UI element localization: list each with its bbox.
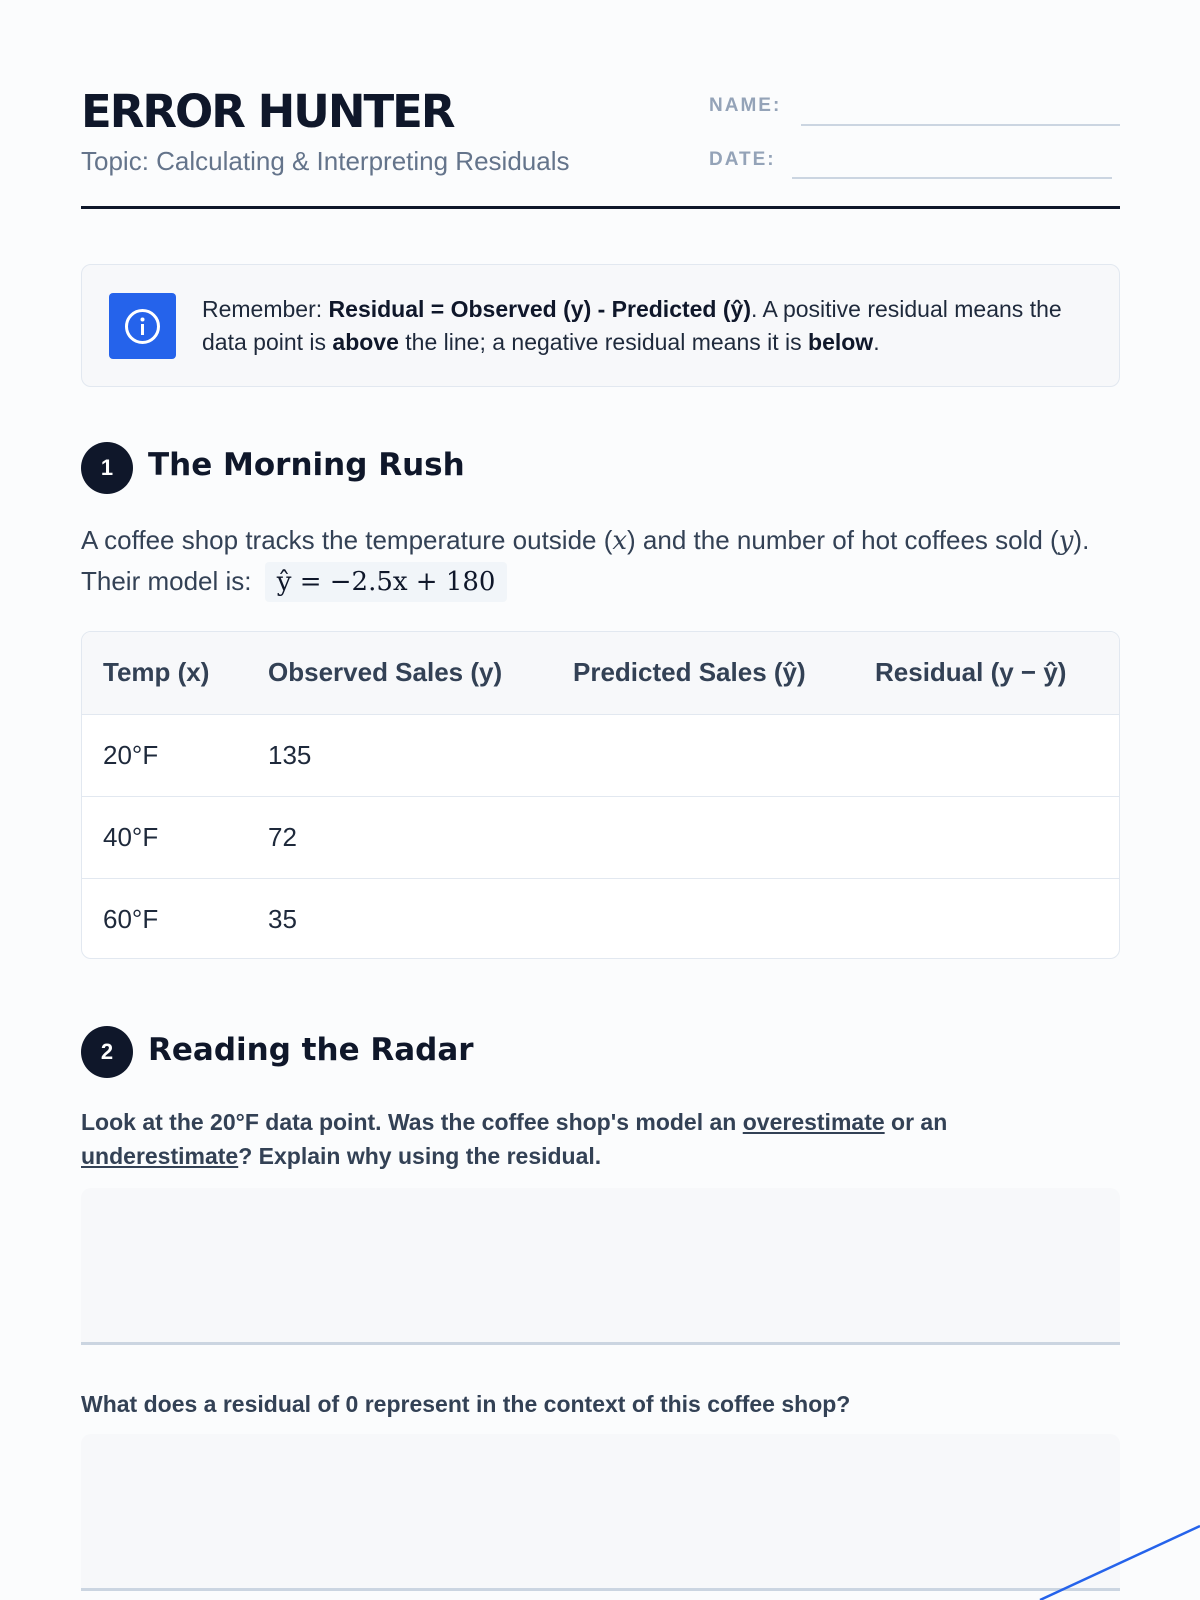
header-residual: Residual (y − ŷ) <box>854 632 1119 714</box>
worksheet-page <box>81 0 1120 1600</box>
worksheet-topic: Topic: Calculating & Interpreting Residuals <box>81 146 570 176</box>
name-label: NAME: <box>709 95 782 116</box>
observed-cell: 35 <box>247 878 552 959</box>
table-row <box>82 878 1119 959</box>
reminder-text: Remember: Residual = Observed (y) - Predicted (ŷ). A positive residual means the data point is above the line; a negative residual means it is below. <box>202 296 1062 355</box>
table-row <box>82 714 1119 796</box>
name-field-line[interactable] <box>801 124 1120 126</box>
table-header-row <box>82 632 1119 714</box>
reminder-callout <box>81 264 1120 387</box>
residual-formula: Residual = Observed (y) - Predicted (ŷ) <box>328 296 751 322</box>
residuals-table <box>81 631 1120 959</box>
date-field-line[interactable] <box>792 177 1112 179</box>
section-1-number: 1 <box>81 442 133 494</box>
temp-cell: 20°F <box>82 714 247 796</box>
question-1: Look at the 20°F data point. Was the coffee shop's model an overestimate or an underestimate? Explain why using the residual. <box>81 1109 948 1169</box>
header-divider <box>81 206 1120 209</box>
residual-cell[interactable] <box>854 714 1119 796</box>
header-observed: Observed Sales (y) <box>247 632 552 714</box>
temp-cell: 40°F <box>82 796 247 878</box>
predicted-cell[interactable] <box>552 714 854 796</box>
observed-cell: 72 <box>247 796 552 878</box>
temp-cell: 60°F <box>82 878 247 959</box>
answer-box-2[interactable] <box>81 1434 1120 1591</box>
section-2-title: Reading the Radar <box>148 1032 474 1068</box>
section-2-number: 2 <box>81 1026 133 1078</box>
answer-box-1[interactable] <box>81 1188 1120 1345</box>
predicted-cell[interactable] <box>552 796 854 878</box>
model-equation: ŷ = −2.5x + 180 <box>265 562 508 602</box>
residual-cell[interactable] <box>854 878 1119 959</box>
observed-cell: 135 <box>247 714 552 796</box>
residual-cell[interactable] <box>854 796 1119 878</box>
table-row <box>82 796 1119 878</box>
question-2: What does a residual of 0 represent in the context of this coffee shop? <box>81 1391 851 1417</box>
predicted-cell[interactable] <box>552 878 854 959</box>
section-1-title: The Morning Rush <box>148 447 465 483</box>
section-1-description: A coffee shop tracks the temperature outside (x) and the number of hot coffees sold (y). Their model is: ŷ = −2.5x + 180 <box>81 520 1120 602</box>
header-predicted: Predicted Sales (ŷ) <box>552 632 854 714</box>
date-label: DATE: <box>709 149 776 170</box>
info-icon <box>109 293 176 359</box>
worksheet-title: ERROR HUNTER <box>81 85 454 138</box>
header-temp: Temp (x) <box>82 632 247 714</box>
